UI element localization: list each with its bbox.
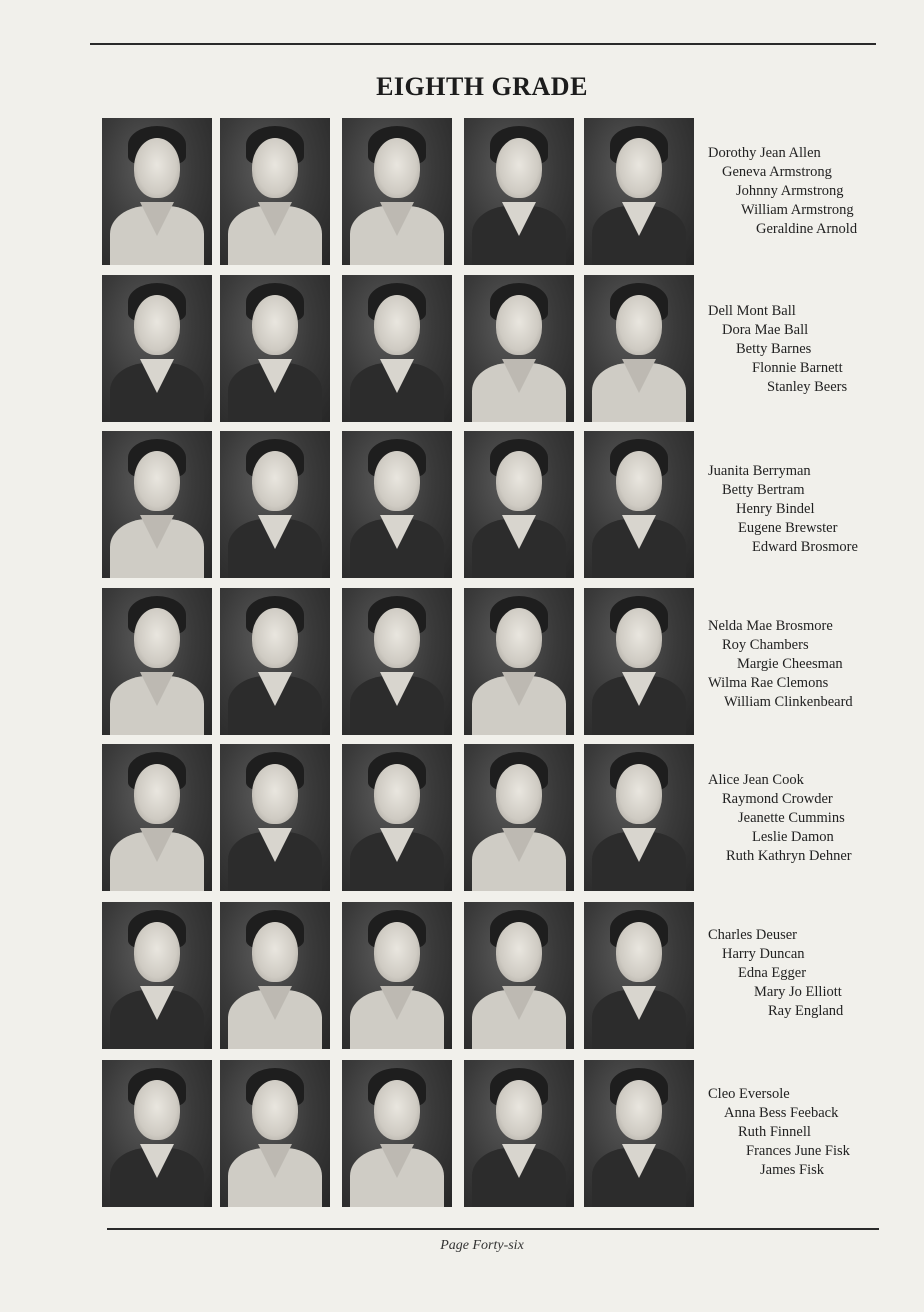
photo-face [374, 922, 420, 982]
student-name: Betty Bertram [722, 482, 805, 498]
student-photo [102, 118, 212, 265]
student-name: Henry Bindel [736, 501, 815, 517]
photo-face [616, 922, 662, 982]
photo-face [374, 451, 420, 511]
photo-face [496, 922, 542, 982]
photo-face [252, 138, 298, 198]
photo-face [134, 138, 180, 198]
photo-face [496, 451, 542, 511]
student-photo [584, 275, 694, 422]
student-name: Margie Cheesman [737, 656, 843, 672]
student-photo [464, 588, 574, 735]
photo-face [616, 608, 662, 668]
student-photo [342, 118, 452, 265]
photo-face [252, 608, 298, 668]
student-photo [342, 588, 452, 735]
photo-face [134, 295, 180, 355]
student-photo [584, 902, 694, 1049]
student-name: Betty Barnes [736, 341, 812, 357]
student-name: Edna Egger [738, 965, 807, 981]
student-name: Edward Brosmore [752, 539, 858, 555]
student-name: Harry Duncan [722, 946, 805, 962]
student-photo [464, 431, 574, 578]
name-list [700, 1085, 900, 1180]
student-photo [220, 744, 330, 891]
student-photo [464, 275, 574, 422]
student-photo [102, 902, 212, 1049]
student-photo [102, 275, 212, 422]
photo-face [496, 608, 542, 668]
student-photo [584, 118, 694, 265]
photo-face [496, 764, 542, 824]
student-photo [220, 118, 330, 265]
student-photo [220, 431, 330, 578]
photo-face [616, 295, 662, 355]
name-list [700, 462, 900, 557]
bottom-rule [107, 1228, 879, 1230]
name-list [700, 771, 900, 866]
photo-face [374, 608, 420, 668]
student-name: Nelda Mae Brosmore [708, 618, 833, 634]
photo-face [252, 451, 298, 511]
student-name: Ruth Finnell [738, 1124, 811, 1140]
student-photo [102, 744, 212, 891]
photo-face [134, 922, 180, 982]
student-photo [102, 1060, 212, 1207]
page-title: EIGHTH GRADE [376, 72, 588, 101]
photo-face [616, 451, 662, 511]
student-name: Geneva Armstrong [722, 164, 832, 180]
student-name: Frances June Fisk [746, 1143, 850, 1159]
top-rule [90, 43, 876, 45]
photo-face [252, 922, 298, 982]
photo-face [616, 138, 662, 198]
student-name: Dell Mont Ball [708, 303, 796, 319]
name-list [700, 617, 900, 712]
photo-face [374, 764, 420, 824]
photo-face [134, 1080, 180, 1140]
student-photo [220, 588, 330, 735]
student-name: Ruth Kathryn Dehner [726, 848, 852, 864]
photo-face [252, 764, 298, 824]
student-photo [584, 1060, 694, 1207]
student-name: Jeanette Cummins [738, 810, 845, 826]
photo-face [252, 295, 298, 355]
student-name: Roy Chambers [722, 637, 809, 653]
photo-face [374, 295, 420, 355]
photo-face [134, 608, 180, 668]
name-list [700, 144, 900, 239]
student-photo [342, 275, 452, 422]
student-name: Dorothy Jean Allen [708, 145, 821, 161]
name-list [700, 926, 900, 1021]
student-name: Leslie Damon [752, 829, 834, 845]
student-name: Alice Jean Cook [708, 772, 804, 788]
student-name: Mary Jo Elliott [754, 984, 842, 1000]
student-name: Flonnie Barnett [752, 360, 843, 376]
student-name: Anna Bess Feeback [724, 1105, 839, 1121]
student-name: Wilma Rae Clemons [708, 675, 829, 691]
student-name: Juanita Berryman [708, 463, 811, 479]
name-list [700, 302, 900, 397]
student-photo [342, 902, 452, 1049]
photo-face [616, 764, 662, 824]
student-name: Johnny Armstrong [736, 183, 844, 199]
student-photo [464, 744, 574, 891]
student-photo [220, 902, 330, 1049]
photo-face [134, 764, 180, 824]
student-photo [464, 118, 574, 265]
student-name: Eugene Brewster [738, 520, 838, 536]
photo-face [252, 1080, 298, 1140]
photo-face [496, 1080, 542, 1140]
student-name: James Fisk [760, 1162, 825, 1178]
student-name: Charles Deuser [708, 927, 797, 943]
student-photo [584, 744, 694, 891]
photo-face [134, 451, 180, 511]
student-photo [464, 902, 574, 1049]
student-name: William Armstrong [741, 202, 854, 218]
student-photo [220, 1060, 330, 1207]
student-photo [464, 1060, 574, 1207]
photo-face [374, 1080, 420, 1140]
photo-face [496, 295, 542, 355]
page-footer: Page Forty-six [440, 1238, 524, 1253]
student-name: Stanley Beers [767, 379, 848, 395]
student-photo [584, 431, 694, 578]
student-photo [342, 744, 452, 891]
student-photo [342, 431, 452, 578]
student-name: Raymond Crowder [722, 791, 833, 807]
student-photo [584, 588, 694, 735]
student-name: Geraldine Arnold [756, 221, 858, 237]
photo-face [616, 1080, 662, 1140]
photo-face [496, 138, 542, 198]
student-photo [102, 431, 212, 578]
student-name: William Clinkenbeard [724, 694, 853, 710]
student-photo [342, 1060, 452, 1207]
student-photo [220, 275, 330, 422]
student-name: Dora Mae Ball [722, 322, 809, 338]
student-name: Cleo Eversole [708, 1086, 790, 1102]
student-name: Ray England [768, 1003, 844, 1019]
photo-face [374, 138, 420, 198]
student-photo [102, 588, 212, 735]
photo-grid [102, 118, 696, 1214]
